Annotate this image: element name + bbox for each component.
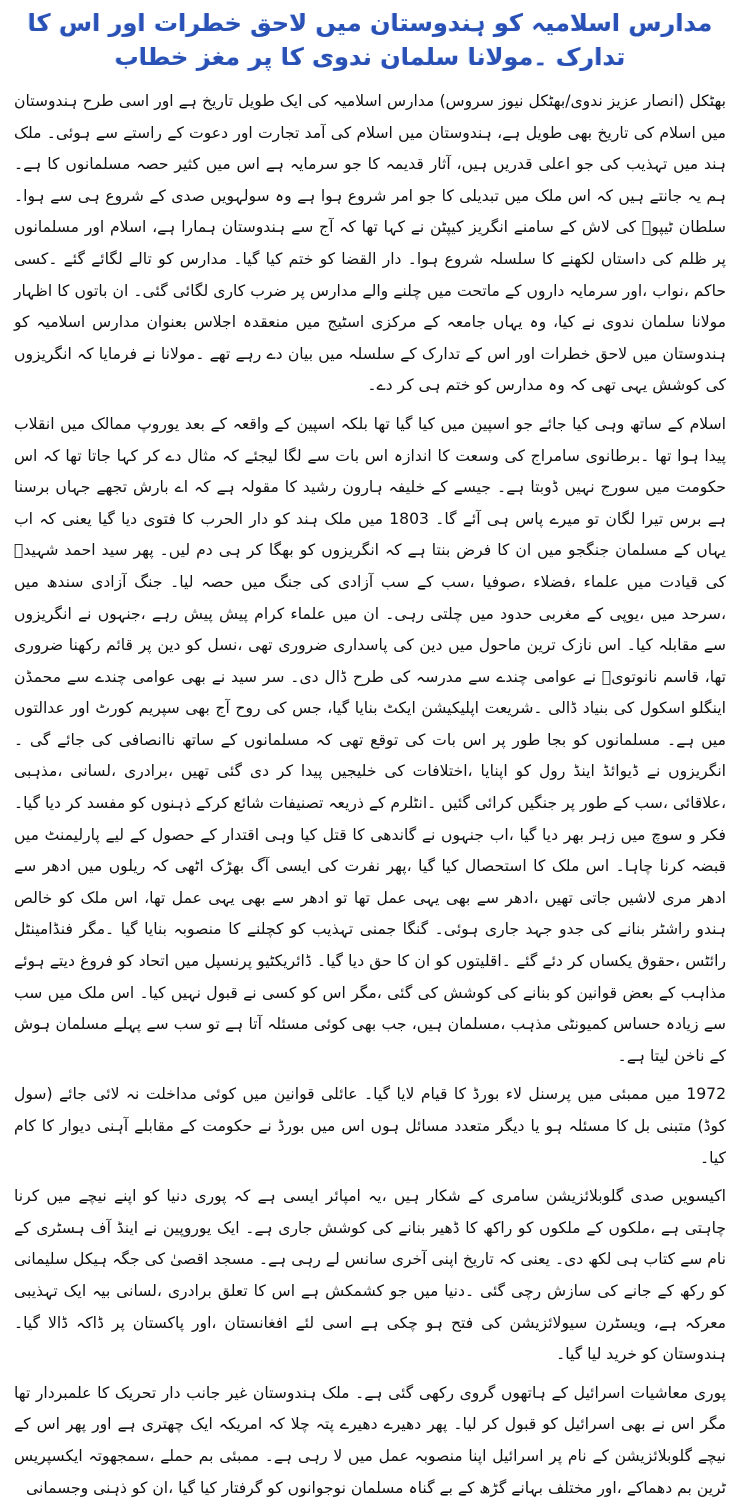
article-paragraph-1: بھٹکل (انصار عزیز ندوی/بھٹکل نیوز سروس) مدارس اسلامیہ کی ایک طویل تاریخ ہے اور اسی طرح ہندوستان میں اسلام کی تاریخ بھی طویل ہے، ہندوستان میں اسلام کی آمد تجارت اور دعوت کے راستے سے ہوئی۔ ملک ہند میں تہذیب کی جو اعلی قدریں ہیں، آثار قدیمہ کا جو سرمایہ ہے اس میں کثیر حصہ مسلمانوں کا ہے۔ ہم یہ جانتے ہیں کہ اس ملک میں تبدیلی کا جو امر شروع ہوا ہے وہ سولہویں صدی کے شروع ہی سے ہوا۔ سلطان ٹیپوؒ کی لاش کے سامنے انگریز کیپٹن نے کہا تھا کہ آج سے ہندوستان ہمارا ہے، اسلام اور مسلمانوں پر ظلم کی داستاں لکھنے کا سلسلہ شروع ہوا۔ دار القضا کو ختم کیا گیا۔ مدارس کو تالے لگائے گئے ۔کسی حاکم ،نواب ،اور سرمایہ داروں کے ماتحت میں چلنے والے مدارس پر ضرب کاری لگائی گئی۔ ان باتوں کا اظہار مولانا سلمان ندوی نے کیا، وہ یہاں جامعہ کے مرکزی اسٹیج میں منعقدہ اجلاس بعنوان مدارس اسلامیہ کو ہندوستان میں لاحق خطرات اور اس کے تدارک کے سلسلہ میں بیان دے رہے تھے ۔مولانا نے فرمایا کہ انگریزوں کی کوشش یہی تھی کہ وہ مدارس کو ختم ہی کر دے۔ [14,92,726,395]
article-paragraph-2: اسلام کے ساتھ وہی کیا جائے جو اسپین میں کیا گیا تھا بلکہ اسپین کے واقعہ کے بعد یوروپ ممالک میں انقلاب پیدا ہوا تھا ۔برطانوی سامراج کی وسعت کا اندازہ اس بات سے لگا لیجئے کہ مثال دے کر کہا جاتا تھا کہ اس حکومت میں سورج نہیں ڈوبتا ہے۔ جیسے کے خلیفہ ہارون رشید کا مقولہ ہے کہ اے بارش تجھے جہاں برسنا ہے برس تیرا لگان تو میرے پاس ہی آئے گا۔ 1803 میں ملک ہند کو دار الحرب کا فتوی دیا گیا یعنی کہ اب یہاں کے مسلمان جنگجو میں ان کا فرض بنتا ہے کہ انگریزوں کو بھگا کر ہی دم لیں۔ پھر سید احمد شہیدؒ کی قیادت میں علماء ،فضلاء ،صوفیا ،سب کے سب آزادی کی جنگ میں حصہ لیا۔ جنگ آزادی سندھ میں ،سرحد میں ،یوپی کے مغربی حدود میں چلتی رہی۔ ان میں علماء کرام پیش پیش رہے ،جنہوں نے انگریزوں سے مقابلہ کیا۔ اس نازک ترین ماحول میں دین کی پاسداری ضروری تھی ،نسل کو دین پر قائم رکھنا ضروری تھا، قاسم نانوتویؒ نے عوامی چندے سے مدرسہ کی طرح ڈال دی۔ سر سید نے بھی عوامی چندے سے محمڈن اینگلو اسکول کی بنیاد ڈالی ۔شریعت اپلیکیشن ایکٹ بنایا گیا، جس کی روح آج بھی سپریم کورٹ اور عدالتوں میں ہے۔ مسلمانوں کو بجا طور پر اس بات کی توقع تھی کہ مسلمانوں کے ساتھ ناانصافی کی جائے گی ۔انگریزوں نے ڈیوائڈ اینڈ رول کو اپنایا ،اختلافات کی خلیجیں پیدا کر دی گئی تھیں ،برادری ،لسانی ،مذہبی ،علاقائی ،سب کے طور پر جنگیں کرائی گئیں ۔انٹلرم کے ذریعہ تصنیفات شائع کرکے ذہنوں کو مفسد کر دیا گیا۔ فکر و سوچ میں زہر بھر دیا گیا ،اب جنہوں نے گاندھی کا قتل کیا وہی اقتدار کے حصول کے لیے پارلیمنٹ میں قبضہ کرنا چاہا۔ اس ملک کا استحصال کیا گیا ،پھر نفرت کی ایسی آگ بھڑک اٹھی کہ ریلوں میں ادھر سے ادھر مری لاشیں جاتی تھیں ،ادھر سے بھی یہی عمل تھا تو ادھر سے بھی یہی عمل تھا، اس ملک کو خالص ہندو راشٹر بنانے کی جدو جہد جاری ہوئی۔ گنگا جمنی تہذیب کو کچلنے کا منصوبہ بنایا گیا ۔مگر فنڈامینٹل رائٹس ،حقوق یکساں کر دئے گئے ۔اقلیتوں کو ان کا حق دیا گیا۔ ڈائریکٹیو پرنسپل میں اتحاد کو فروغ دیتے ہوئے مذاہب کے بعض قوانین کو بنانے کی کوشش کی گئی ،مگر اس کو کسی نے قبول نہیں کیا۔ اس ملک میں سب سے زیادہ حساس کمیونٹی مذہب ،مسلمان ہیں، جب بھی کوئی مسئلہ آتا ہے تو سب سے پہلے مسلمان ہوش کے ناخن لیتا ہے۔ [13,414,726,1065]
article-headline: مدارس اسلامیہ کو ہندوستان میں لاحق خطرات اور اس کا تدارک ۔مولانا سلمان ندوی کا پر مغز خطاب [27,9,713,71]
article-paragraph-5: پوری معاشیات اسرائیل کے ہاتھوں گروی رکھی گئی ہے۔ ملک ہندوستان غیر جانب دار تحریک کا علمبردار تھا مگر اس نے بھی اسرائیل کو قبول کر لیا۔ پھر دھیرے دھیرے پتہ چلا کہ امریکہ ایک چھتری ہے اور پھر اس کے نیچے گلوبلائزیشن کے نام پر اسرائیل اپنا منصوبہ عمل میں لا رہی ہے۔ ممبئی بم حملے ،سمجھوتہ ایکسپریس ٹرین بم دھماکے ،اور مختلف بہانے گڑھ کے بے گناہ مسلمان نوجوانوں کو گرفتار کیا گیا ،ان کو ذہنی وجسمانی [14,1383,726,1497]
article-paragraph-3: 1972 میں ممبئی میں پرسنل لاء بورڈ کا قیام لایا گیا۔ عائلی قوانین میں کوئی مداخلت نہ لائی جائے (سول کوڈ) متبنی بل کا مسئلہ ہو یا دیگر متعدد مسائل ہوں اس میں بورڈ نے حکومت کے مقابلے آہنی دیوار کا کام کیا۔ [14,1085,726,1167]
article-paragraph-4: اکیسویں صدی گلوبلائزیشن سامری کے شکار ہیں ،یہ امپائر ایسی ہے کہ پوری دنیا کو اپنے نیچے میں کرنا چاہتی ہے ،ملکوں کے ملکوں کو راکھ کا ڈھیر بنانے کی کوشش جاری ہے۔ ایک یوروپین نے اینڈ آف ہسٹری کے نام سے کتاب ہی لکھ دی۔ یعنی کہ تاریخ اپنی آخری سانس لے رہی ہے۔ مسجد اقصیٰ کی جگہ ہیکل سلیمانی کو رکھ کے جانے کی سازش رچی گئی ۔دنیا میں جو کشمکش ہے اس کا تعلق برادری ،لسانی بیہ ایک تہذیبی معرکہ ہے، ویسٹرن سیولائزیشن کی فتح ہو چکی ہے اسی لئے افغانستان ،اور پاکستان پر ڈاکہ ڈالا گیا۔ ہندوستان کو خرید لیا گیا۔ [14,1187,726,1364]
